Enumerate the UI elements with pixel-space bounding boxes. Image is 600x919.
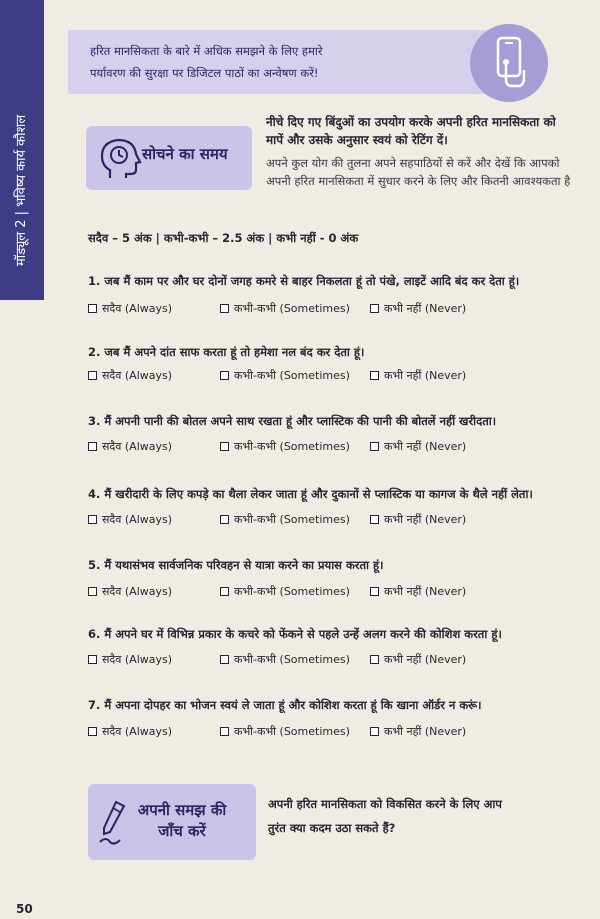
banner-line-2: पर्यावरण की सुरक्षा पर डिजिटल पाठों का अन्वेषण करें! bbox=[90, 66, 319, 80]
option-label: सदैव (Always) bbox=[102, 513, 173, 526]
question-1: 1. जब मैं काम पर और घर दोनों जगह कमरे से बाहर निकलता हूं तो पंखे, लाइटें आदि बंद कर देता हूं। bbox=[88, 274, 520, 288]
question-6: 6. मैं अपने घर में विभिन्न प्रकार के कचरे को फेंकने से पहले उन्हें अलग करने की कोशिश करता हूं। bbox=[88, 627, 502, 641]
option-never[interactable] bbox=[370, 584, 466, 599]
option-label: कभी नहीं (Never) bbox=[384, 725, 467, 738]
module-title: मॉड्यूल 2 | भविष्य कार्य कौशल bbox=[14, 114, 29, 266]
checkbox[interactable] bbox=[220, 587, 229, 596]
option-label: सदैव (Always) bbox=[102, 725, 173, 738]
option-always[interactable] bbox=[88, 301, 172, 316]
checkbox[interactable] bbox=[370, 655, 379, 664]
option-always[interactable] bbox=[88, 652, 172, 667]
checkbox[interactable] bbox=[88, 442, 97, 451]
option-always[interactable] bbox=[88, 724, 172, 739]
option-never[interactable] bbox=[370, 652, 466, 667]
question-3: 3. मैं अपनी पानी की बोतल अपने साथ रखता हूं और प्लास्टिक की पानी की बोतलें नहीं खरीदता। bbox=[88, 414, 497, 428]
option-label: कभी-कभी (Sometimes) bbox=[234, 369, 350, 382]
checkbox[interactable] bbox=[88, 371, 97, 380]
checkbox[interactable] bbox=[370, 442, 379, 451]
module-side-tab bbox=[0, 0, 44, 300]
think-time-box bbox=[86, 126, 252, 190]
option-sometimes[interactable] bbox=[220, 368, 350, 383]
checkbox[interactable] bbox=[370, 371, 379, 380]
option-label: कभी-कभी (Sometimes) bbox=[234, 653, 350, 666]
check-question-line-2: तुरंत क्या कदम उठा सकते हैं? bbox=[268, 821, 396, 835]
option-sometimes[interactable] bbox=[220, 652, 350, 667]
option-label: कभी-कभी (Sometimes) bbox=[234, 585, 350, 598]
checkbox[interactable] bbox=[88, 304, 97, 313]
banner-line-1: हरित मानसिकता के बारे में अधिक समझने के लिए हमारे bbox=[90, 44, 323, 58]
check-understanding-box bbox=[88, 784, 256, 860]
check-question-line-1: अपनी हरित मानसिकता को विकसित करने के लिए आप bbox=[268, 797, 502, 811]
checkbox[interactable] bbox=[370, 587, 379, 596]
checkbox[interactable] bbox=[220, 655, 229, 664]
option-sometimes[interactable] bbox=[220, 512, 350, 527]
checkbox[interactable] bbox=[88, 515, 97, 524]
option-never[interactable] bbox=[370, 724, 466, 739]
option-never[interactable] bbox=[370, 301, 466, 316]
option-sometimes[interactable] bbox=[220, 301, 350, 316]
checkbox[interactable] bbox=[220, 515, 229, 524]
option-always[interactable] bbox=[88, 584, 172, 599]
question-4: 4. मैं खरीदारी के लिए कपड़े का थैला लेकर जाता हूं और दुकानों से प्लास्टिक या कागज के थैले नहीं लेता। bbox=[88, 487, 533, 501]
checkbox[interactable] bbox=[370, 727, 379, 736]
question-4-options bbox=[88, 512, 588, 530]
question-3-options bbox=[88, 439, 588, 457]
checkbox[interactable] bbox=[220, 304, 229, 313]
option-label: कभी नहीं (Never) bbox=[384, 513, 467, 526]
phone-touch-icon bbox=[470, 24, 548, 102]
option-always[interactable] bbox=[88, 512, 172, 527]
option-label: कभी-कभी (Sometimes) bbox=[234, 725, 350, 738]
question-1-options bbox=[88, 301, 588, 319]
checkbox[interactable] bbox=[220, 727, 229, 736]
option-always[interactable] bbox=[88, 439, 172, 454]
think-time-label: सोचने का समय bbox=[142, 145, 228, 163]
checkbox[interactable] bbox=[88, 655, 97, 664]
option-label: कभी नहीं (Never) bbox=[384, 302, 467, 315]
option-always[interactable] bbox=[88, 368, 172, 383]
option-never[interactable] bbox=[370, 368, 466, 383]
question-5: 5. मैं यथासंभव सार्वजनिक परिवहन से यात्रा करने का प्रयास करता हूं। bbox=[88, 558, 384, 572]
think-instruction: नीचे दिए गए बिंदुओं का उपयोग करके अपनी हरित मानसिकता को मापें और उसके अनुसार स्वयं को रेटिंग दें। bbox=[266, 115, 556, 147]
option-sometimes[interactable] bbox=[220, 439, 350, 454]
checkbox[interactable] bbox=[220, 442, 229, 451]
checkbox[interactable] bbox=[370, 515, 379, 524]
option-label: कभी नहीं (Never) bbox=[384, 585, 467, 598]
question-2-options bbox=[88, 368, 588, 386]
option-label: सदैव (Always) bbox=[102, 440, 173, 453]
option-label: कभी नहीं (Never) bbox=[384, 653, 467, 666]
option-label: सदैव (Always) bbox=[102, 302, 173, 315]
checkbox[interactable] bbox=[88, 727, 97, 736]
page-number: 50 bbox=[16, 902, 33, 916]
checkbox[interactable] bbox=[220, 371, 229, 380]
option-label: सदैव (Always) bbox=[102, 369, 173, 382]
question-5-options bbox=[88, 584, 588, 602]
digital-lessons-banner bbox=[68, 30, 548, 94]
score-scale: सदैव – 5 अंक | कभी-कभी – 2.5 अंक | कभी नहीं - 0 अंक bbox=[88, 231, 359, 245]
option-label: कभी-कभी (Sometimes) bbox=[234, 440, 350, 453]
question-7: 7. मैं अपना दोपहर का भोजन स्वयं ले जाता हूं और कोशिश करता हूं कि खाना ऑर्डर न करूं। bbox=[88, 698, 482, 712]
option-sometimes[interactable] bbox=[220, 584, 350, 599]
option-label: कभी नहीं (Never) bbox=[384, 369, 467, 382]
question-2: 2. जब मैं अपने दांत साफ करता हूं तो हमेशा नल बंद कर देता हूं। bbox=[88, 345, 365, 359]
question-7-options bbox=[88, 724, 588, 742]
option-never[interactable] bbox=[370, 512, 466, 527]
option-never[interactable] bbox=[370, 439, 466, 454]
option-label: कभी-कभी (Sometimes) bbox=[234, 302, 350, 315]
check-label-line-2: जाँच करें bbox=[158, 822, 206, 840]
think-description: अपने कुल योग की तुलना अपने सहपाठियों से करें और देखें कि आपको अपनी हरित मानसिकता में सुधार करने के लिए और कितनी आवश्यकता है bbox=[266, 156, 571, 188]
check-question bbox=[268, 792, 568, 840]
check-label-line-1: अपनी समझ की bbox=[137, 801, 227, 819]
banner-text bbox=[90, 40, 440, 84]
option-label: सदैव (Always) bbox=[102, 585, 173, 598]
checkbox[interactable] bbox=[88, 587, 97, 596]
head-clock-icon bbox=[96, 134, 144, 182]
option-label: सदैव (Always) bbox=[102, 653, 173, 666]
option-sometimes[interactable] bbox=[220, 724, 350, 739]
check-understanding-label bbox=[114, 800, 250, 842]
question-6-options bbox=[88, 652, 588, 670]
option-label: कभी-कभी (Sometimes) bbox=[234, 513, 350, 526]
option-label: कभी नहीं (Never) bbox=[384, 440, 467, 453]
checkbox[interactable] bbox=[370, 304, 379, 313]
